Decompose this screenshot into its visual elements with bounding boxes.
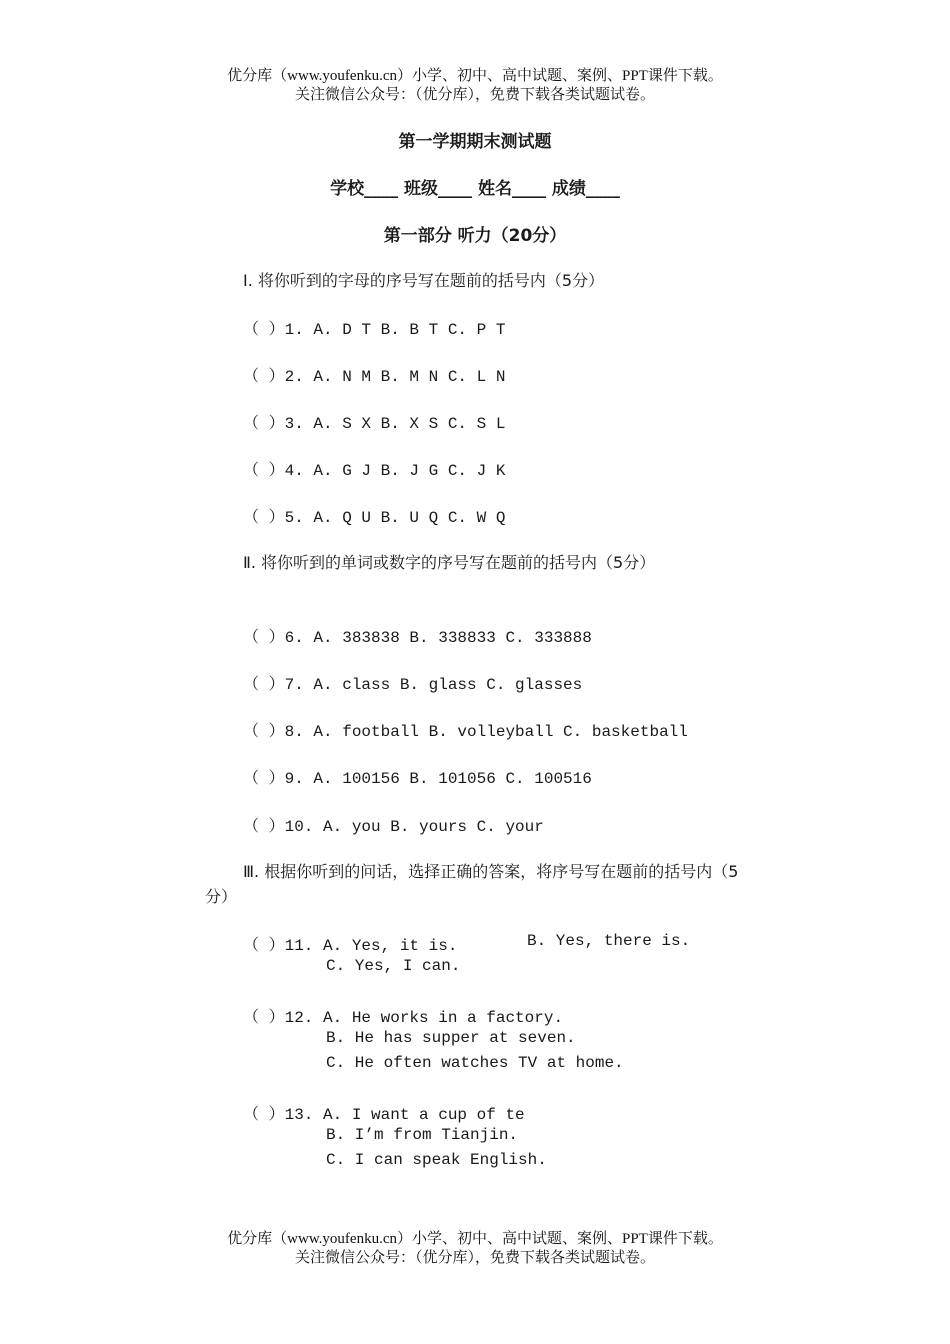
question-4: （ ）4. A. G J B. J G C. J K [243, 462, 506, 480]
question-8: （ ）8. A. football B. volleyball C. basketball [243, 723, 688, 741]
question-11: （ ）11. A. Yes, it is. [243, 937, 458, 955]
question-5: （ ）5. A. Q U B. U Q C. W Q [243, 509, 506, 527]
question-12-option-c: C. He often watches TV at home. [326, 1054, 624, 1072]
question-2: （ ）2. A. N M B. M N C. L N [243, 368, 506, 386]
question-3: （ ）3. A. S X B. X S C. S L [243, 415, 506, 433]
question-11-option-c: C. Yes, I can. [326, 957, 461, 975]
question-10: （ ）10. A. you B. yours C. your [243, 818, 544, 836]
question-13-option-c: C. I can speak English. [326, 1151, 547, 1169]
question-13-option-b: B. I’m from Tianjin. [326, 1126, 519, 1144]
question-9: （ ）9. A. 100156 B. 101056 C. 100516 [243, 770, 592, 788]
question-6: （ ）6. A. 383838 B. 338833 C. 333888 [243, 629, 592, 647]
header-line-2: 关注微信公众号：（优分库），免费下载各类试题试卷。 [294, 87, 655, 103]
question-7: （ ）7. A. class B. glass C. glasses [243, 676, 583, 694]
footer-line-1: 优分库（www.youfenku.cn）小学、初中、高中试题、案例、PPT课件下载。 [227, 1231, 723, 1247]
question-11-option-b: B. Yes, there is. [527, 932, 691, 950]
section-2-heading: Ⅱ. 将你听到的单词或数字的序号写在题前的括号内（5分） [243, 553, 656, 572]
question-13: （ ）13. A. I want a cup of te [243, 1106, 525, 1124]
question-12-option-b: B. He has supper at seven. [326, 1029, 576, 1047]
question-1: （ ）1. A. D T B. B T C. P T [243, 321, 506, 339]
header-line-1: 优分库（www.youfenku.cn）小学、初中、高中试题、案例、PPT课件下载。 [227, 68, 723, 84]
exam-title: 第一学期期末测试题 [398, 132, 552, 152]
section-3-heading: Ⅲ. 根据你听到的问话，选择正确的答案，将序号写在题前的括号内（5分） [205, 862, 739, 906]
part-title: 第一部分 听力（20分） [383, 226, 567, 246]
section-1-heading: Ⅰ. 将你听到的字母的序号写在题前的括号内（5分） [243, 271, 605, 290]
student-info-line: 学校____ 班级____ 姓名____ 成绩____ [330, 179, 620, 199]
question-12: （ ）12. A. He works in a factory. [243, 1009, 564, 1027]
footer-line-2: 关注微信公众号：（优分库），免费下载各类试题试卷。 [294, 1250, 655, 1266]
